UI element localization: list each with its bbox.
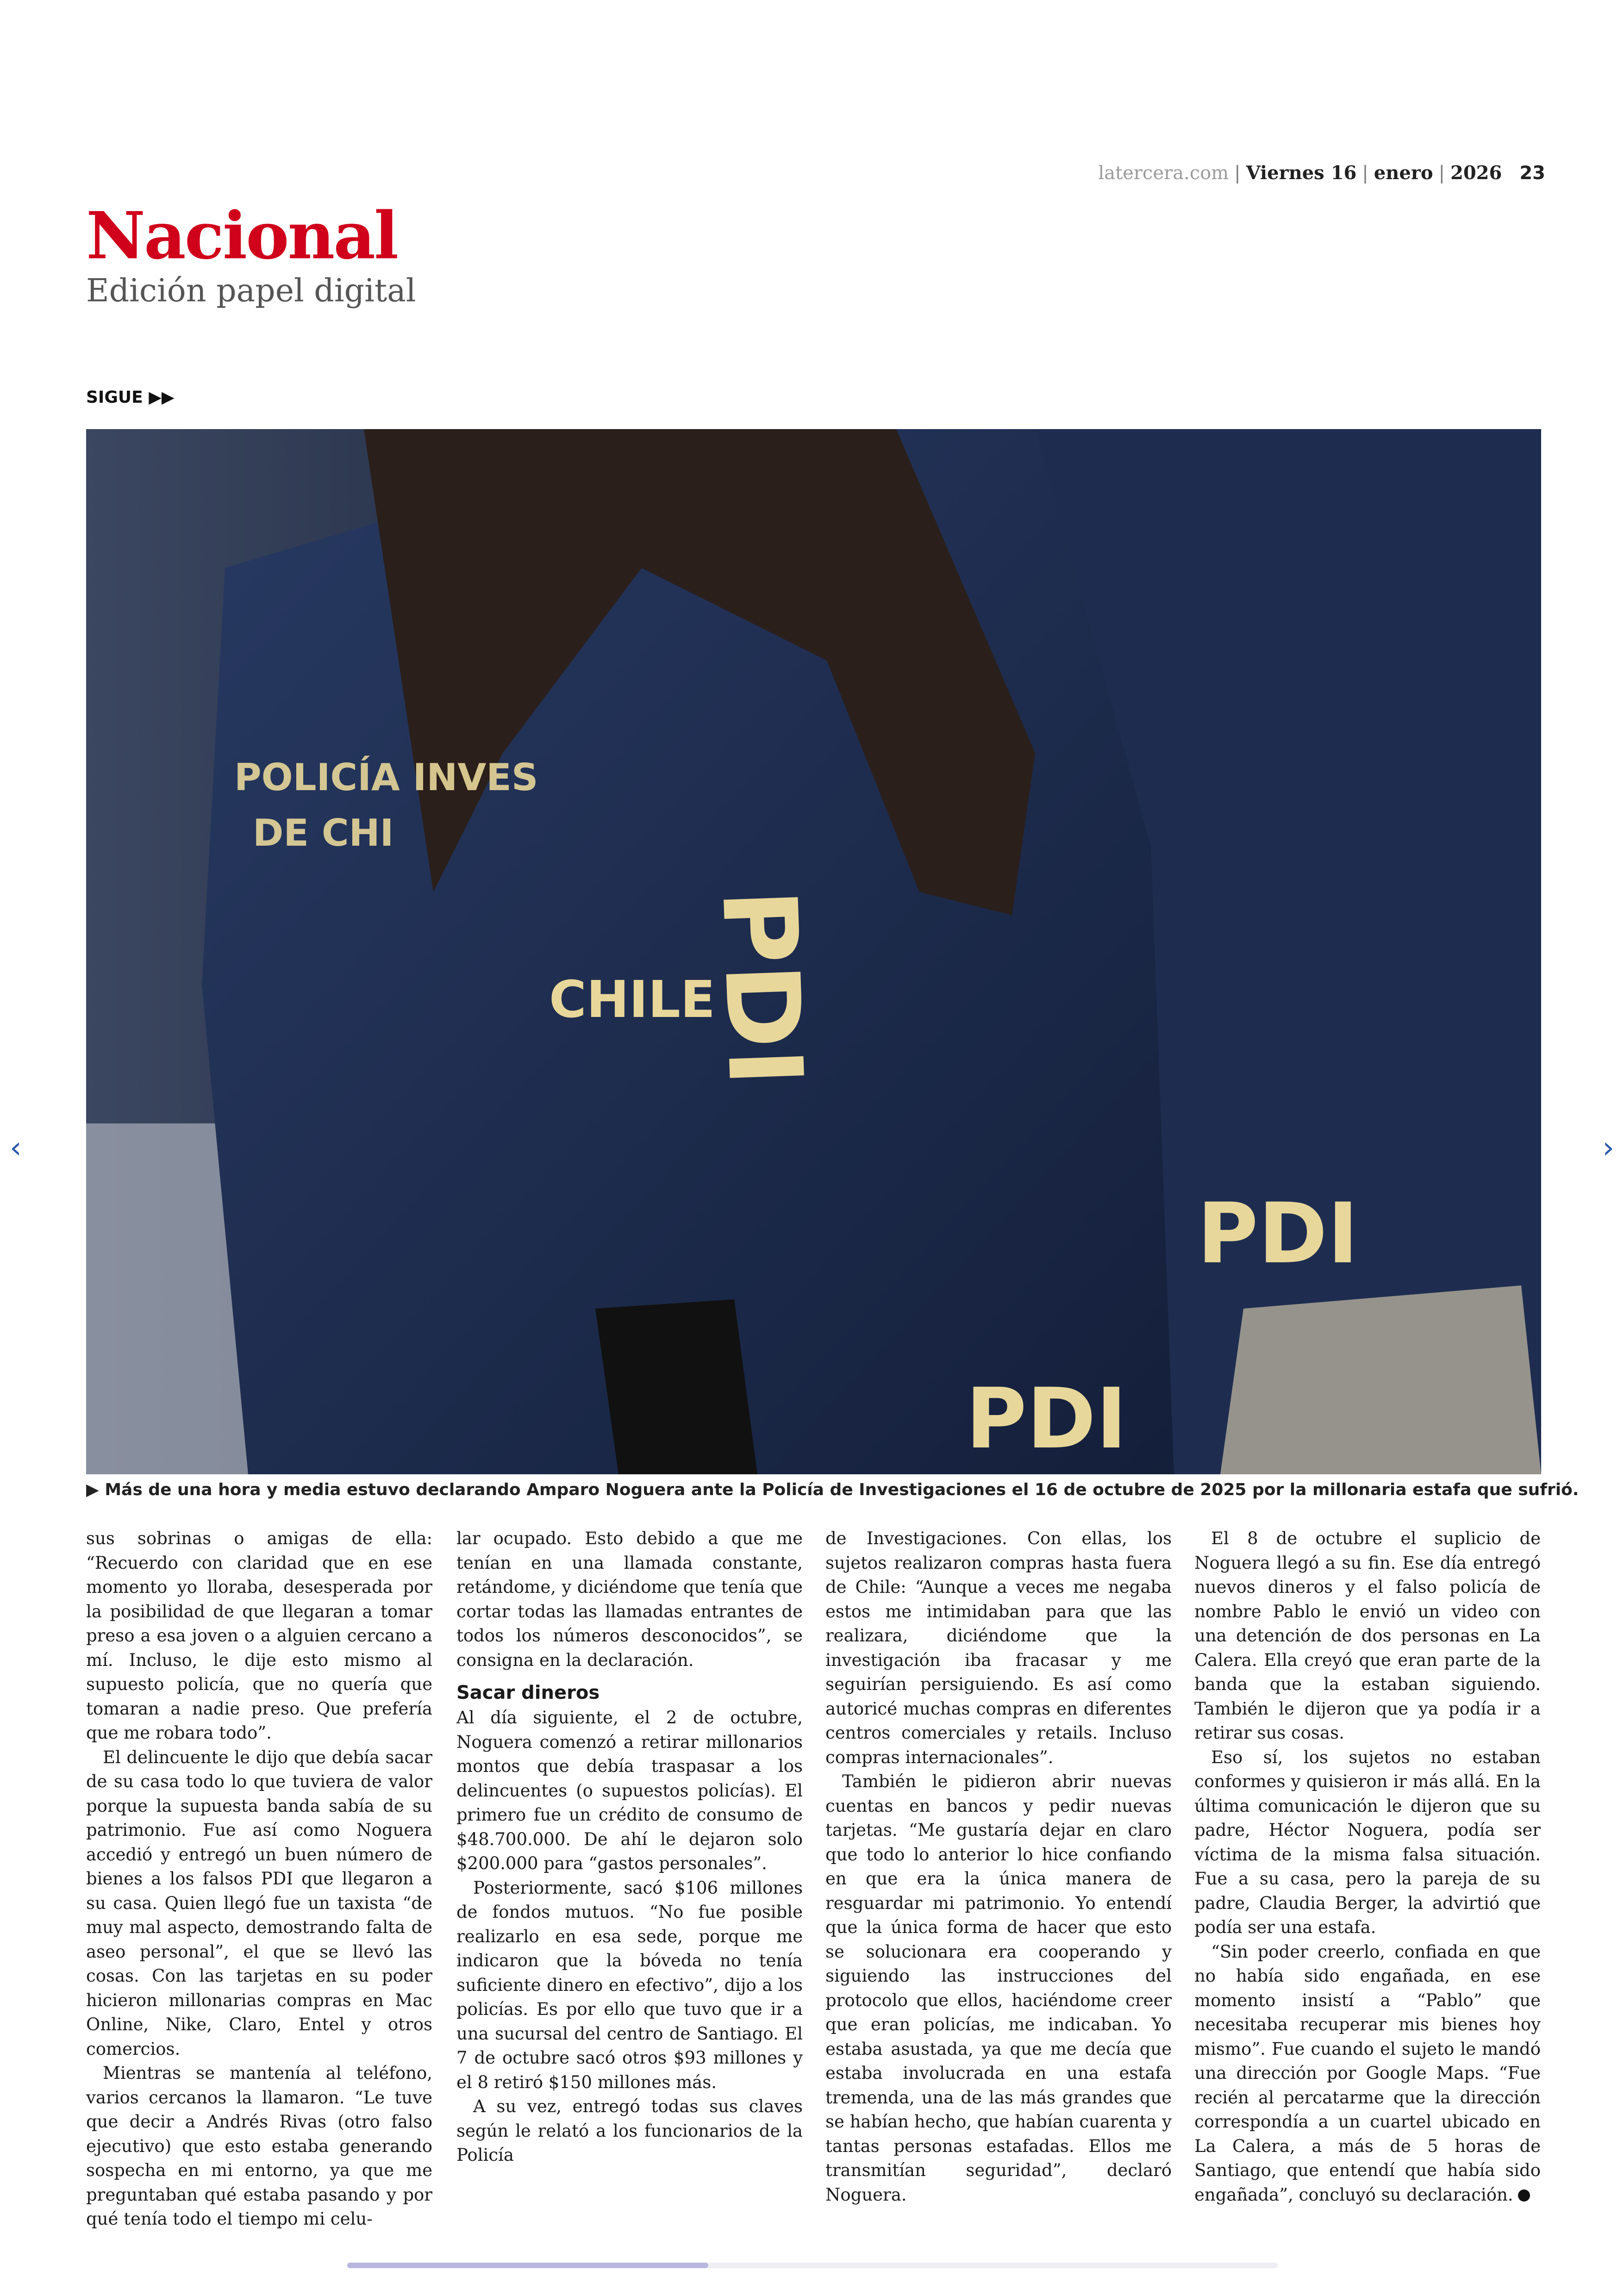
jacket-text-back: PDI <box>699 887 825 1088</box>
paragraph: También le pidieron abrir nuevas cuentas en bancos y pedir nuevas tarjetas. “Me gustaría dejar en claro que todo lo anterior lo hice confiando en que era la única manera de resguardar mi patrimonio. Yo entendí que la única forma de hacer que esto se solucionara era cooperando y siguiendo las instrucciones del protocolo que ellos, haciéndome creer que eran policías, me indicaban. Yo estaba asustada, ya que me decía que estaba involucrada en una estafa tremenda, una de las más grandes que se habían hecho, que habían cuarenta y tantas personas estafadas. Ellos me transmitían seguridad”, declaró Noguera. <box>825 1771 1172 2205</box>
section-title: Nacional <box>86 198 398 274</box>
article-photo <box>86 429 1541 1474</box>
separator: | <box>1234 162 1241 184</box>
page-header-meta <box>1098 162 1545 184</box>
paragraph: El 8 de octubre el suplicio de Noguera llegó a su fin. Ese día entregó nuevos dineros y el falso policía de nombre Pablo le envió un video con una detención de dos personas en La Calera. Ella creyó que eran parte de la banda que la estaban siguiendo. También le dijeron que ya podía ir a retirar sus cosas. <box>1194 1528 1541 1743</box>
paragraph: lar ocupado. Esto debido a que me tenían en una llamada constante, retándome, y diciéndome que tenía que cortar todas las llamadas entrantes de todos los números desconocidos”, se consigna en la declaración. <box>456 1528 803 1670</box>
end-mark-icon <box>1518 2189 1530 2201</box>
paragraph: Mientras se mantenía al teléfono, varios cercanos la llamaron. “Le tuve que decir a Andrés Rivas (otro falso ejecutivo) que esto estaba generando sospecha en mi entorno, ya que me preguntaban qué estaba pasando y por qué tenía todo el tiempo mi celu- <box>86 2063 432 2229</box>
article-column-2 <box>456 1527 803 2168</box>
site-name[interactable]: latercera.com <box>1098 162 1229 184</box>
article-column-3 <box>825 1527 1172 2207</box>
header-month: enero <box>1374 162 1433 184</box>
page-number: 23 <box>1519 162 1545 184</box>
subheading: Sacar dineros <box>456 1682 600 1703</box>
header-day: Viernes 16 <box>1246 162 1357 184</box>
prev-page-icon[interactable]: ‹ <box>10 1131 22 1165</box>
paragraph: Eso sí, los sujetos no estaban conformes y quisieron ir más allá. En la última comunicación le dijeron que su padre, Héctor Noguera, podía ser víctima de la misma falsa situación. Fue a su casa, pero la pareja de su padre, Claudia Berger, la advirtió que podía ser una estafa. <box>1194 1747 1541 1937</box>
jacket-text-pocket: PDI <box>966 1371 1127 1467</box>
paragraph <box>1194 1940 1541 2208</box>
paragraph: Al día siguiente, el 2 de octubre, Noguera comenzó a retirar millonarios montos que debía traspasar a los delincuentes (o supuestos policías). El primero fue un crédito de consumo de $48.700.000. De ahí le dejaron solo $200.000 para “gastos personales”. <box>456 1708 803 1873</box>
holster <box>595 1299 757 1474</box>
paragraph: de Investigaciones. Con ellas, los sujetos realizaron compras hasta fuera de Chile: “Aunque a veces me negaba estos me intimidaban para que las realizara, diciéndome que la investigación iba fracasar y me seguirían persiguiendo. Es así como autoricé muchas compras en diferentes centros comerciales y retails. Incluso compras internacionales”. <box>825 1528 1172 1767</box>
next-page-icon[interactable]: › <box>1602 1131 1614 1165</box>
paragraph: A su vez, entregó todas sus claves según le relató a los funcionarios de la Policía <box>456 2096 803 2165</box>
header-year: 2026 <box>1450 162 1502 184</box>
jacket-text-right: PDI <box>1197 1185 1359 1282</box>
paragraph: Posteriormente, sacó $106 millones de fondos mutuos. “No fue posible realizarlo en esa sede, porque me indicaron que la bóveda no tenía suficiente dinero en efectivo”, dijo a los policías. Es por ello que tuvo que ir a una sucursal del centro de Santiago. El 7 de octubre sacó otros $93 millones y el 8 retiró $150 millones más. <box>456 1877 803 2092</box>
section-subtitle: Edición papel digital <box>86 273 416 309</box>
article-column-4 <box>1194 1527 1541 2207</box>
right-officer-pants <box>1220 1285 1541 1474</box>
sigue-label[interactable]: SIGUE ▶▶ <box>86 388 175 407</box>
jacket-text-chile: CHILE <box>549 970 715 1029</box>
paragraph-text: “Sin poder creerlo, confiada en que no había sido engañada, en ese momento insistí a “Pablo” que necesitaba recuperar mis bienes hoy mismo”. Fue cuando el sujeto le mandó una dirección por Google Maps. “Fue recién al percatarme que la dirección correspondía a un cuartel ubicado en La Calera, a más de 5 horas de Santiago, que entendí que había sido engañada”, concluyó su declaración. <box>1194 1941 1541 2205</box>
article-column-1 <box>86 1527 432 2232</box>
photo-caption: ▶ Más de una hora y media estuvo declarando Amparo Noguera ante la Policía de Investigaciones el 16 de octubre de 2025 por la millonaria estafa que sufrió. <box>86 1480 1579 1499</box>
scrollbar-thumb[interactable] <box>347 2263 708 2268</box>
jacket-text-left-bottom: DE CHI <box>253 811 394 854</box>
paragraph: sus sobrinas o amigas de ella: “Recuerdo con claridad que en ese momento yo lloraba, desesperada por la posibilidad de que llegaran a tomar preso a esa joven o a alguien cercano a mí. Incluso, le dije esto mismo al supuesto policía, que no quería que tomaran a nadie preso. Que prefería que me robara todo”. <box>86 1528 432 1743</box>
separator: | <box>1438 162 1445 184</box>
separator: | <box>1362 162 1368 184</box>
paragraph: El delincuente le dijo que debía sacar de su casa todo lo que tuviera de valor porque la supuesta banda sabía de su patrimonio. Fue así como Noguera accedió y entregó un buen número de bienes a los falsos PDI que llegaron a su casa. Quien llegó fue un taxista “de muy mal aspecto, demostrando falta de aseo personal”, el que se llevó las cosas. Con las tarjetas en su poder hicieron millonarias compras en Mac Online, Nike, Claro, Entel y otros comercios. <box>86 1747 432 2059</box>
jacket-text-left-top: POLICÍA INVES <box>234 756 538 799</box>
photo-illustration <box>86 429 1541 1474</box>
